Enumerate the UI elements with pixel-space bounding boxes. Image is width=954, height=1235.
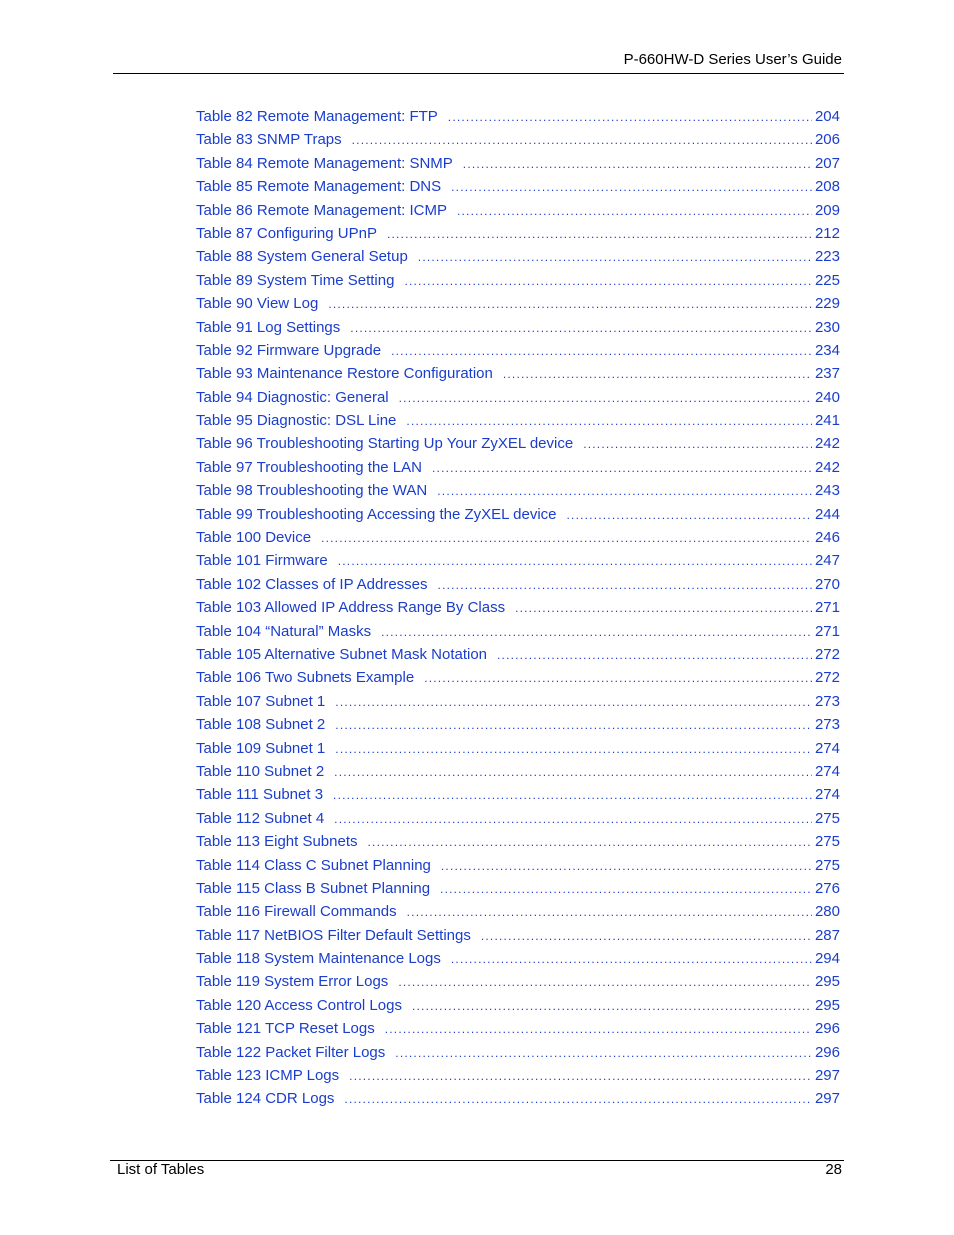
toc-entry-label[interactable]: Table 123 ICMP Logs — [196, 1067, 340, 1085]
toc-dot-leader — [418, 246, 812, 269]
toc-entry[interactable] — [196, 245, 840, 268]
toc-entry-page[interactable]: 243 — [814, 482, 840, 500]
toc-entry[interactable] — [196, 1064, 840, 1087]
toc-entry[interactable] — [196, 362, 840, 385]
toc-entry-label[interactable]: Table 114 Class C Subnet Planning — [196, 856, 431, 874]
toc-dot-leader — [437, 480, 812, 503]
toc-dot-leader — [441, 855, 812, 878]
toc-entry-page[interactable]: 275 — [814, 809, 840, 827]
toc-entry[interactable] — [196, 596, 840, 619]
toc-entry-page[interactable]: 294 — [814, 950, 840, 968]
toc-entry[interactable] — [196, 479, 840, 502]
toc-entry[interactable] — [196, 128, 840, 151]
toc-dot-leader — [395, 1042, 812, 1065]
toc-entry-page[interactable]: 234 — [814, 341, 840, 359]
toc-dot-leader — [328, 293, 812, 316]
toc-entry[interactable] — [196, 222, 840, 245]
toc-dot-leader — [368, 831, 812, 854]
toc-entry-label[interactable]: Table 87 Configuring UPnP — [196, 224, 377, 242]
toc-entry-label[interactable]: Table 118 System Maintenance Logs — [196, 950, 441, 968]
toc-entry-label[interactable]: Table 85 Remote Management: DNS — [196, 178, 442, 196]
footer-section-title: List of Tables — [117, 1161, 205, 1178]
toc-entry[interactable] — [196, 830, 840, 853]
toc-entry-page[interactable]: 276 — [814, 879, 840, 897]
toc-entry[interactable] — [196, 526, 840, 549]
toc-entry-page[interactable]: 275 — [814, 856, 840, 874]
toc-dot-leader — [438, 574, 812, 597]
toc-dot-leader — [432, 457, 812, 480]
toc-entry-page[interactable]: 272 — [814, 669, 840, 687]
toc-entry-page[interactable]: 275 — [814, 833, 840, 851]
toc-dot-leader — [497, 644, 812, 667]
toc-entry-page[interactable]: 297 — [814, 1090, 840, 1108]
footer-rule — [110, 1160, 844, 1161]
toc-dot-leader — [398, 971, 812, 994]
toc-entry[interactable] — [196, 152, 840, 175]
toc-entry-label[interactable]: Table 91 Log Settings — [196, 318, 341, 336]
toc-dot-leader — [344, 1088, 812, 1111]
toc-dot-leader — [567, 504, 812, 527]
toc-entry-page[interactable]: 296 — [814, 1043, 840, 1061]
toc-entry-page[interactable]: 280 — [814, 903, 840, 921]
toc-dot-leader — [448, 106, 812, 129]
toc-entry-label[interactable]: Table 105 Alternative Subnet Mask Notation — [196, 645, 488, 663]
toc-entry[interactable] — [196, 1017, 840, 1040]
toc-entry[interactable] — [196, 690, 840, 713]
toc-entry-page[interactable]: 225 — [814, 271, 840, 289]
toc-entry-label[interactable]: Table 112 Subnet 4 — [196, 809, 325, 827]
toc-entry-label[interactable]: Table 120 Access Control Logs — [196, 996, 402, 1014]
toc-entry-page[interactable]: 295 — [814, 996, 840, 1014]
toc-entry[interactable] — [196, 713, 840, 736]
toc-entry-label[interactable]: Table 89 System Time Setting — [196, 271, 395, 289]
toc-entry-label[interactable]: Table 90 View Log — [196, 295, 319, 313]
toc-entry[interactable] — [196, 854, 840, 877]
toc-entry-page[interactable]: 241 — [814, 412, 840, 430]
toc-entry-page[interactable]: 296 — [814, 1020, 840, 1038]
toc-dot-leader — [352, 129, 812, 152]
toc-entry[interactable] — [196, 292, 840, 315]
toc-entry-page[interactable]: 271 — [814, 599, 840, 617]
toc-entry-page[interactable]: 244 — [814, 505, 840, 523]
toc-entry-page[interactable]: 242 — [814, 458, 840, 476]
toc-entry-label[interactable]: Table 101 Firmware — [196, 552, 328, 570]
toc-entry[interactable] — [196, 409, 840, 432]
toc-entry-page[interactable]: 274 — [814, 762, 840, 780]
toc-entry-page[interactable]: 246 — [814, 529, 840, 547]
toc-entry-label[interactable]: Table 92 Firmware Upgrade — [196, 341, 382, 359]
toc-entry[interactable] — [196, 737, 840, 760]
toc-dot-leader — [440, 878, 812, 901]
toc-dot-leader — [391, 340, 812, 363]
toc-entry-label[interactable]: Table 94 Diagnostic: General — [196, 388, 389, 406]
toc-dot-leader — [321, 527, 812, 550]
toc-dot-leader — [503, 363, 812, 386]
toc-dot-leader — [406, 410, 812, 433]
toc-entry[interactable] — [196, 1041, 840, 1064]
toc-entry-label[interactable]: Table 119 System Error Logs — [196, 973, 389, 991]
table-of-contents — [196, 105, 840, 1111]
toc-dot-leader — [334, 761, 812, 784]
toc-entry-page[interactable]: 204 — [814, 108, 840, 125]
toc-dot-leader — [334, 808, 812, 831]
toc-entry[interactable] — [196, 199, 840, 222]
toc-entry-label[interactable]: Table 97 Troubleshooting the LAN — [196, 458, 422, 476]
toc-entry-label[interactable]: Table 83 SNMP Traps — [196, 131, 342, 149]
toc-dot-leader — [333, 784, 812, 807]
toc-entry[interactable] — [196, 994, 840, 1017]
toc-entry[interactable] — [196, 877, 840, 900]
toc-entry-label[interactable]: Table 95 Diagnostic: DSL Line — [196, 412, 397, 430]
toc-entry-label[interactable]: Table 98 Troubleshooting the WAN — [196, 482, 428, 500]
toc-dot-leader — [424, 667, 812, 690]
toc-dot-leader — [350, 317, 812, 340]
toc-entry-label[interactable]: Table 108 Subnet 2 — [196, 716, 326, 734]
toc-dot-leader — [335, 714, 812, 737]
toc-dot-leader — [481, 925, 812, 948]
toc-dot-leader — [451, 176, 812, 199]
toc-entry-label[interactable]: Table 104 “Natural” Masks — [196, 622, 372, 640]
toc-entry-label[interactable]: Table 96 Troubleshooting Starting Up Your ZyXEL device — [196, 435, 574, 453]
toc-entry-label[interactable]: Table 84 Remote Management: SNMP — [196, 154, 453, 172]
toc-dot-leader — [381, 621, 812, 644]
toc-entry[interactable] — [196, 316, 840, 339]
toc-entry-page[interactable]: 207 — [814, 154, 840, 172]
toc-dot-leader — [412, 995, 812, 1018]
toc-entry-label[interactable]: Table 100 Device — [196, 529, 312, 547]
running-header-title: P-660HW-D Series User’s Guide — [623, 51, 842, 68]
toc-entry-page[interactable]: 287 — [814, 926, 840, 944]
toc-entry-label[interactable]: Table 115 Class B Subnet Planning — [196, 879, 431, 897]
toc-entry[interactable] — [196, 1087, 840, 1110]
footer-page-number: 28 — [825, 1161, 842, 1178]
toc-dot-leader — [385, 1018, 812, 1041]
toc-entry[interactable] — [196, 339, 840, 362]
toc-dot-leader — [399, 387, 812, 410]
toc-entry-page[interactable]: 229 — [814, 295, 840, 313]
toc-entry[interactable] — [196, 105, 840, 128]
toc-entry[interactable] — [196, 783, 840, 806]
toc-entry[interactable] — [196, 175, 840, 198]
toc-entry-label[interactable]: Table 107 Subnet 1 — [196, 692, 326, 710]
toc-entry-label[interactable]: Table 113 Eight Subnets — [196, 833, 358, 851]
toc-entry-page[interactable]: 247 — [814, 552, 840, 570]
toc-entry[interactable] — [196, 947, 840, 970]
toc-entry-label[interactable]: Table 122 Packet Filter Logs — [196, 1043, 386, 1061]
toc-dot-leader — [338, 550, 812, 573]
toc-entry[interactable] — [196, 620, 840, 643]
toc-entry-page[interactable]: 271 — [814, 622, 840, 640]
toc-entry[interactable] — [196, 549, 840, 572]
toc-entry-page[interactable]: 242 — [814, 435, 840, 453]
toc-entry-page[interactable]: 273 — [814, 692, 840, 710]
toc-dot-leader — [515, 597, 812, 620]
toc-entry-label[interactable]: Table 116 Firewall Commands — [196, 903, 397, 921]
toc-entry-label[interactable]: Table 82 Remote Management: FTP — [196, 108, 438, 125]
toc-entry-page[interactable]: 273 — [814, 716, 840, 734]
toc-entry[interactable] — [196, 573, 840, 596]
toc-entry-label[interactable]: Table 93 Maintenance Restore Configuration — [196, 365, 493, 383]
toc-entry-page[interactable]: 272 — [814, 645, 840, 663]
toc-entry-label[interactable]: Table 103 Allowed IP Address Range By Class — [196, 599, 506, 617]
toc-entry-label[interactable]: Table 117 NetBIOS Filter Default Settings — [196, 926, 471, 944]
toc-entry-page[interactable]: 209 — [814, 201, 840, 219]
toc-entry-page[interactable]: 212 — [814, 224, 840, 242]
toc-dot-leader — [451, 948, 812, 971]
toc-entry-page[interactable]: 208 — [814, 178, 840, 196]
toc-entry[interactable] — [196, 807, 840, 830]
toc-entry-page[interactable]: 295 — [814, 973, 840, 991]
toc-dot-leader — [335, 691, 812, 714]
toc-dot-leader — [407, 901, 812, 924]
toc-entry-page[interactable]: 223 — [814, 248, 840, 266]
toc-dot-leader — [335, 738, 812, 761]
toc-entry-page[interactable]: 274 — [814, 739, 840, 757]
toc-dot-leader — [463, 153, 812, 176]
toc-entry-label[interactable]: Table 99 Troubleshooting Accessing the ZyXEL device — [196, 505, 557, 523]
toc-entry-label[interactable]: Table 88 System General Setup — [196, 248, 408, 266]
toc-entry-page[interactable]: 230 — [814, 318, 840, 336]
toc-dot-leader — [387, 223, 812, 246]
toc-entry-page[interactable]: 297 — [814, 1067, 840, 1085]
toc-entry-page[interactable]: 237 — [814, 365, 840, 383]
toc-entry[interactable] — [196, 924, 840, 947]
toc-entry-label[interactable]: Table 110 Subnet 2 — [196, 762, 325, 780]
header-rule — [113, 73, 844, 74]
toc-dot-leader — [349, 1065, 812, 1088]
toc-dot-leader — [583, 433, 812, 456]
toc-entry[interactable] — [196, 900, 840, 923]
toc-entry[interactable] — [196, 760, 840, 783]
toc-entry-label[interactable]: Table 124 CDR Logs — [196, 1090, 335, 1108]
toc-entry-label[interactable]: Table 121 TCP Reset Logs — [196, 1020, 375, 1038]
toc-entry-page[interactable]: 240 — [814, 388, 840, 406]
toc-entry[interactable] — [196, 432, 840, 455]
toc-entry-label[interactable]: Table 109 Subnet 1 — [196, 739, 326, 757]
toc-entry[interactable] — [196, 503, 840, 526]
toc-entry-label[interactable]: Table 111 Subnet 3 — [196, 786, 324, 804]
toc-dot-leader — [404, 270, 812, 293]
toc-entry-label[interactable]: Table 86 Remote Management: ICMP — [196, 201, 447, 219]
toc-entry-label[interactable]: Table 102 Classes of IP Addresses — [196, 575, 428, 593]
toc-entry[interactable] — [196, 456, 840, 479]
toc-entry[interactable] — [196, 666, 840, 689]
toc-entry-page[interactable]: 206 — [814, 131, 840, 149]
toc-entry[interactable] — [196, 970, 840, 993]
toc-dot-leader — [457, 200, 812, 223]
toc-entry-page[interactable]: 274 — [814, 786, 840, 804]
toc-entry[interactable] — [196, 269, 840, 292]
toc-entry-label[interactable]: Table 106 Two Subnets Example — [196, 669, 415, 687]
toc-entry[interactable] — [196, 386, 840, 409]
toc-entry[interactable] — [196, 643, 840, 666]
toc-entry-page[interactable]: 270 — [814, 575, 840, 593]
